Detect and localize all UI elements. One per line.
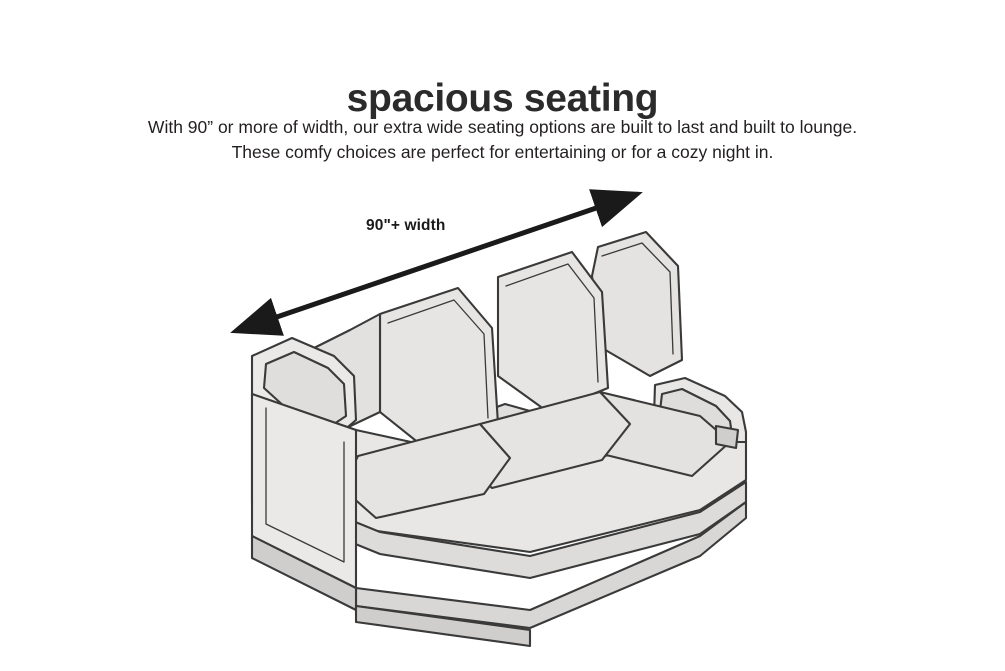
description-line-1: With 90” or more of width, our extra wide seating options are built to last and built to lounge. <box>147 117 858 137</box>
description-line-2: These comfy choices are perfect for entertaining or for a cozy night in. <box>231 142 774 163</box>
page-title: spacious seating <box>346 77 659 121</box>
sofa-illustration <box>230 180 790 650</box>
width-measurement-label: 90"+ width <box>366 217 446 234</box>
sofa-leg-right <box>716 426 738 448</box>
description-text <box>50 115 955 166</box>
